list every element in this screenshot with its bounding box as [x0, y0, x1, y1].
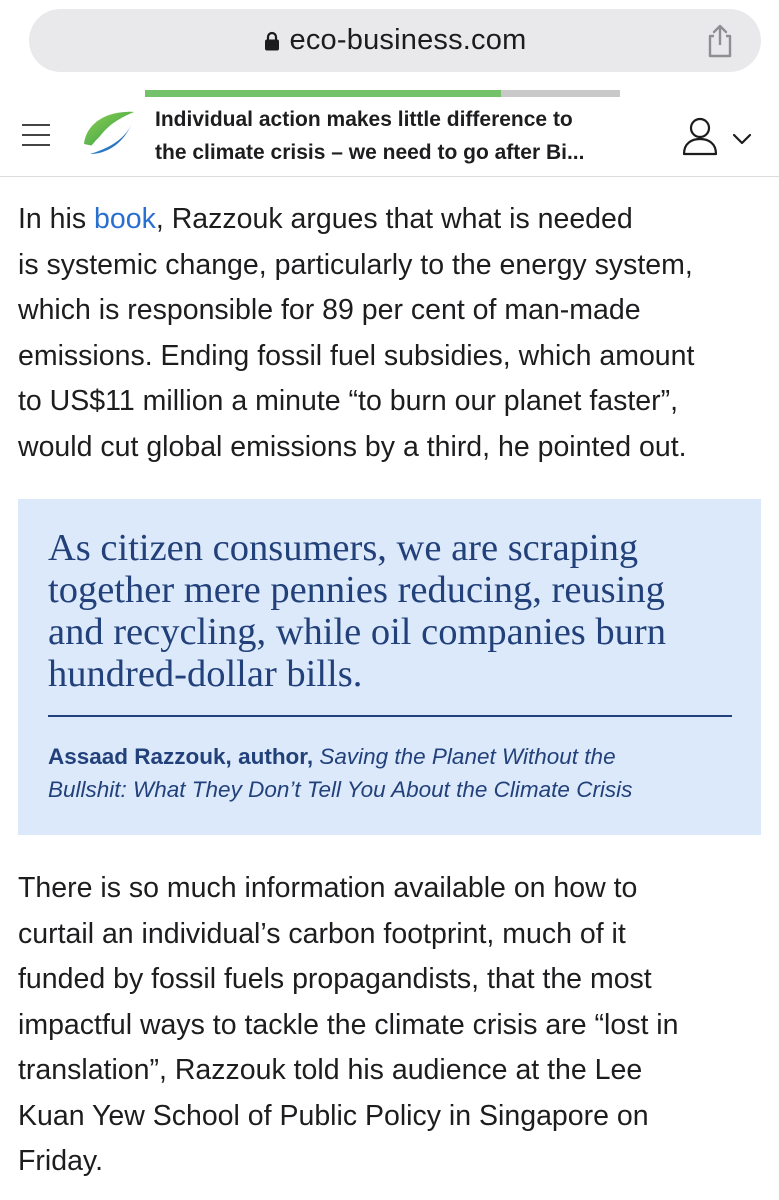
attribution-author: Assaad Razzouk, author, — [48, 744, 314, 769]
article-title[interactable] — [155, 103, 625, 169]
paragraph-text: , Razzouk argues that what is needed — [155, 203, 633, 235]
pull-quote — [18, 499, 761, 835]
url-text[interactable]: eco-business.com — [289, 24, 527, 56]
pull-quote-line: hundred-dollar bills. — [48, 653, 363, 695]
chevron-down-icon[interactable] — [732, 132, 752, 146]
paragraph-line: There is so much information available on how to — [18, 872, 638, 904]
paragraph-line: is systemic change, particularly to the energy system, — [18, 248, 693, 281]
menu-icon[interactable] — [22, 124, 50, 146]
article-paragraph — [18, 866, 768, 1185]
paragraph-line: Friday. — [18, 1145, 103, 1177]
eco-business-logo-icon[interactable] — [80, 104, 138, 162]
address-bar[interactable] — [29, 9, 761, 72]
site-header — [0, 90, 779, 177]
paragraph-line: which is responsible for 89 per cent of man-made — [18, 294, 641, 326]
reading-progress-fill — [145, 90, 501, 97]
pull-quote-text — [48, 527, 748, 695]
browser-bar — [0, 0, 779, 90]
paragraph-line: funded by fossil fuels propagandists, that the most — [18, 963, 652, 995]
pull-quote-divider — [48, 715, 732, 717]
share-icon[interactable] — [703, 23, 737, 59]
paragraph-line: curtail an individual’s carbon footprint, much of it — [18, 917, 626, 950]
paragraph-text: In his — [18, 203, 95, 235]
paragraph-line: Kuan Yew School of Public Policy in Singapore on — [18, 1099, 649, 1132]
reading-progress-bar — [145, 90, 620, 97]
paragraph-line: emissions. Ending fossil fuel subsidies, which amount — [18, 339, 695, 372]
lock-icon — [264, 31, 280, 51]
article-title-line: the climate crisis – we need to go after Bi... — [155, 141, 585, 164]
article-title-line: Individual action makes little difference to — [155, 108, 573, 131]
address-bar-content — [29, 9, 761, 72]
book-link[interactable]: book — [94, 203, 156, 235]
pull-quote-line: together mere pennies reducing, reusing — [48, 569, 665, 611]
attribution-book-title: Saving the Planet Without the — [319, 744, 616, 769]
paragraph-line: would cut global emissions by a third, he pointed out. — [18, 430, 687, 463]
pull-quote-attribution — [48, 740, 748, 806]
user-icon[interactable] — [682, 116, 718, 156]
pull-quote-line: and recycling, while oil companies burn — [48, 611, 666, 653]
paragraph-line: to US$11 million a minute “to burn our planet faster”, — [18, 385, 679, 417]
paragraph-line: impactful ways to tackle the climate crisis are “lost in — [18, 1008, 679, 1041]
paragraph-line — [18, 197, 768, 243]
pull-quote-line: As citizen consumers, we are scraping — [48, 527, 639, 569]
paragraph-line: translation”, Razzouk told his audience at the Lee — [18, 1054, 643, 1086]
article-paragraph — [18, 197, 768, 470]
attribution-line — [48, 740, 748, 773]
attribution-book-title: Bullshit: What They Don’t Tell You About the Climate Crisis — [48, 777, 633, 802]
